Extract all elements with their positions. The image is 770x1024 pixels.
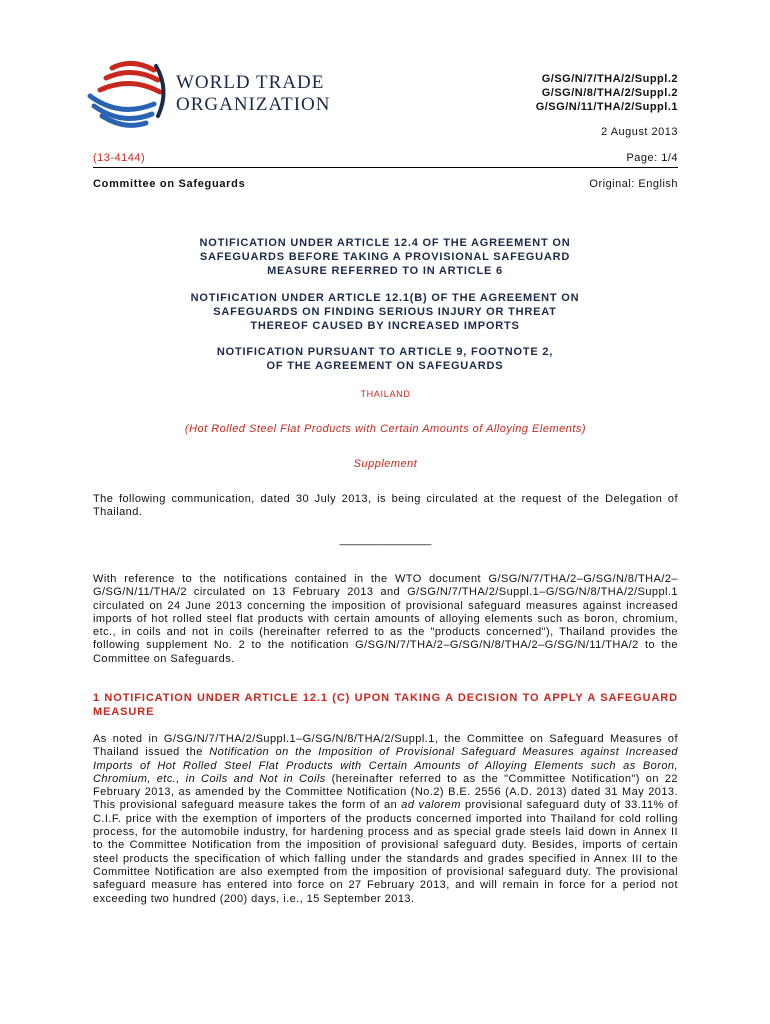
product-description: (Hot Rolled Steel Flat Products with Certain Amounts of Alloying Elements): [184, 423, 587, 435]
paragraph-1: With reference to the notifications contained in the WTO document G/SG/N/7/THA/2–G/SG/N/8/THA/2–G/SG/N/11/THA/2 circulated on 13 February 2013 and G/SG/N/7/THA/2/Suppl.1–G/SG/N/8/THA/2/Suppl.1 circulated on 24 June 2013 concerning the imposition of provisional safeguard measures against increased imports of hot rolled steel flat products with certain amounts of alloying elements such as boron, chromium, etc., in coils and not in coils (hereinafter referred to as the "products concerned"), Thailand provides the following supplement No. 2 to the notification G/SG/N/7/THA/2–G/SG/N/8/THA/2–G/SG/N/11/THA/2 to the Committee on Safeguards.: [93, 573, 678, 665]
intro-paragraph: The following communication, dated 30 July 2013, is being circulated at the request of the Delegation of Thailand.: [93, 493, 678, 519]
committee-name: Committee on Safeguards: [93, 178, 246, 190]
wto-logo-icon: [84, 60, 174, 130]
country-name: THAILAND: [360, 389, 411, 399]
title-block-1: [160, 236, 610, 278]
title-3-line-1: NOTIFICATION PURSUANT TO ARTICLE 9, FOOTNOTE 2,: [216, 346, 554, 358]
paragraph-2: [93, 733, 678, 906]
p2-text-e: provisional safeguard duty of 33.11% of C.I.F. price with the exemption of importers of the products concerned imported into Thailand for cold rolling process, for the automobile industry, for hardening process and as special grade steels laid down in Annex II to the Committee Notification from the imposition of provisional safeguard duty. Besides, imports of certain steel products the specification of which falling under the standards and grades specified in Annex III to the Committee Notification are also exempted from the imposition of provisional safeguard duty. The provisional safeguard measure has entered into force on 27 February 2013, and will remain in force for a period not exceeding two hundred (200) days, i.e., 15 September 2013.: [93, 799, 678, 905]
title-1-line-1: NOTIFICATION UNDER ARTICLE 12.4 OF THE AGREEMENT ON: [199, 237, 571, 249]
document-number: (13-4144): [93, 152, 146, 164]
section-divider: _______________: [339, 534, 432, 546]
doc-symbol-1: G/SG/N/7/THA/2/Suppl.2: [541, 73, 678, 85]
title-2-line-3: THEREOF CAUSED BY INCREASED IMPORTS: [250, 320, 520, 332]
organization-name: [176, 72, 330, 116]
title-3-line-2: OF THE AGREEMENT ON SAFEGUARDS: [266, 360, 504, 372]
doc-symbol-2: G/SG/N/8/THA/2/Suppl.2: [541, 87, 678, 99]
p2-text-c: (hereinafter referred to as the "Committee Notification") on 22 February 2013, as amended by the Committee Notification (No.2) B.E. 2556 (A.D. 2013) dated 31 May 2013. This provisional safeguard measure takes the form of an: [93, 772, 678, 812]
document-symbols: [536, 72, 678, 114]
title-block-3: [160, 345, 610, 373]
original-language: Original: English: [589, 178, 678, 190]
title-1-line-2: SAFEGUARDS BEFORE TAKING A PROVISIONAL SAFEGUARD: [199, 251, 571, 263]
doc-symbol-3: G/SG/N/11/THA/2/Suppl.1: [535, 101, 678, 113]
header-rule: [93, 167, 678, 168]
p2-notification-title: Notification on the Imposition of Provisional Safeguard Measures against Increased Imports of Hot Rolled Steel Flat Products with Certain Amounts of Alloying Elements such as Boron, Chromium, etc., in Coils and Not in Coils: [93, 746, 678, 785]
org-line-1: WORLD TRADE: [176, 72, 325, 93]
section-heading-1: 1 NOTIFICATION UNDER ARTICLE 12.1 (C) UPON TAKING A DECISION TO APPLY A SAFEGUARD MEASURE: [93, 692, 678, 718]
title-block-2: [160, 291, 610, 333]
page-number: Page: 1/4: [626, 152, 678, 164]
org-line-2: ORGANIZATION: [176, 94, 331, 115]
title-1-line-3: MEASURE REFERRED TO IN ARTICLE 6: [267, 265, 503, 277]
title-2-line-1: NOTIFICATION UNDER ARTICLE 12.1(B) OF THE AGREEMENT ON: [190, 292, 580, 304]
document-date: 2 August 2013: [601, 126, 678, 138]
p2-text-a: As noted in G/SG/N/7/THA/2/Suppl.1–G/SG/N/8/THA/2/Suppl.1, the Committee on Safeguard Measures of Thailand issued the: [93, 733, 678, 759]
p2-ad-valorem: ad valorem: [401, 799, 461, 812]
supplement-label: Supplement: [353, 458, 418, 470]
title-2-line-2: SAFEGUARDS ON FINDING SERIOUS INJURY OR THREAT: [213, 306, 557, 318]
